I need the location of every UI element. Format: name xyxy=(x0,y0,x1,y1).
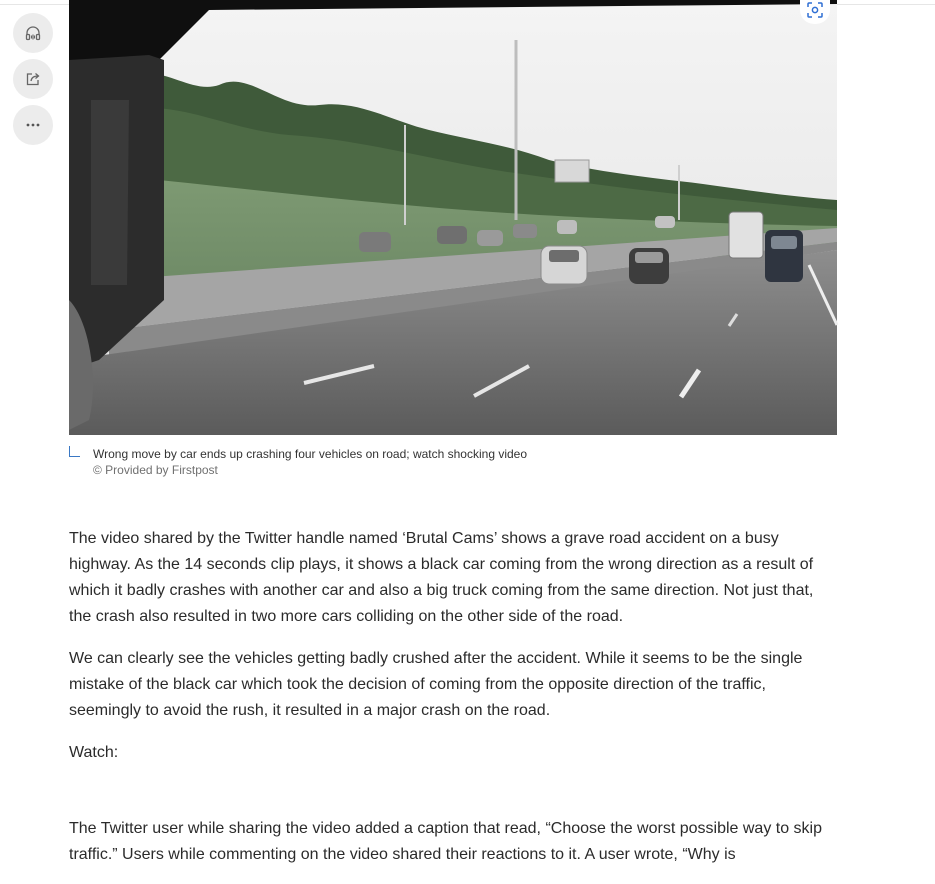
more-button[interactable] xyxy=(13,105,53,145)
article-paragraph-watch: Watch: xyxy=(69,744,119,761)
listen-button[interactable] xyxy=(13,13,53,53)
highway-scene-illustration xyxy=(69,0,837,435)
article-paragraph: The Twitter user while sharing the video added a caption that read, “Choose the worst possible way to skip traffic.” Users while commenting on the video shared their reactions to it. A user wrote, “Why is xyxy=(69,820,823,863)
caption-text: Wrong move by car ends up crashing four vehicles on road; watch shocking video xyxy=(93,447,528,461)
article-paragraph: We can clearly see the vehicles getting badly crushed after the accident. While it seems to be the single mistake of the black car which took the decision of coming from the opposite direction of the traffic, seemingly to avoid the rush, it resulted in a major crash on the road. xyxy=(69,650,803,719)
share-icon xyxy=(24,70,42,88)
image-caption xyxy=(69,446,837,478)
more-dots-icon xyxy=(24,116,42,134)
article-body xyxy=(69,526,839,884)
action-rail xyxy=(13,13,53,151)
headphones-icon xyxy=(24,24,42,42)
article-paragraph: The video shared by the Twitter handle named ‘Brutal Cams’ shows a grave road accident on a busy highway. As the 14 seconds clip plays, it shows a black car coming from the wrong direction as a result of which it badly crashes with another car and also a big truck coming from the same direction. Not just that, the crash also resulted in two more cars colliding on the other side of the road. xyxy=(69,530,814,625)
share-button[interactable] xyxy=(13,59,53,99)
hero-image xyxy=(69,0,837,435)
visual-search-icon xyxy=(806,1,824,24)
caption-credit: © Provided by Firstpost xyxy=(93,463,218,477)
caption-corner-accent xyxy=(69,446,80,457)
